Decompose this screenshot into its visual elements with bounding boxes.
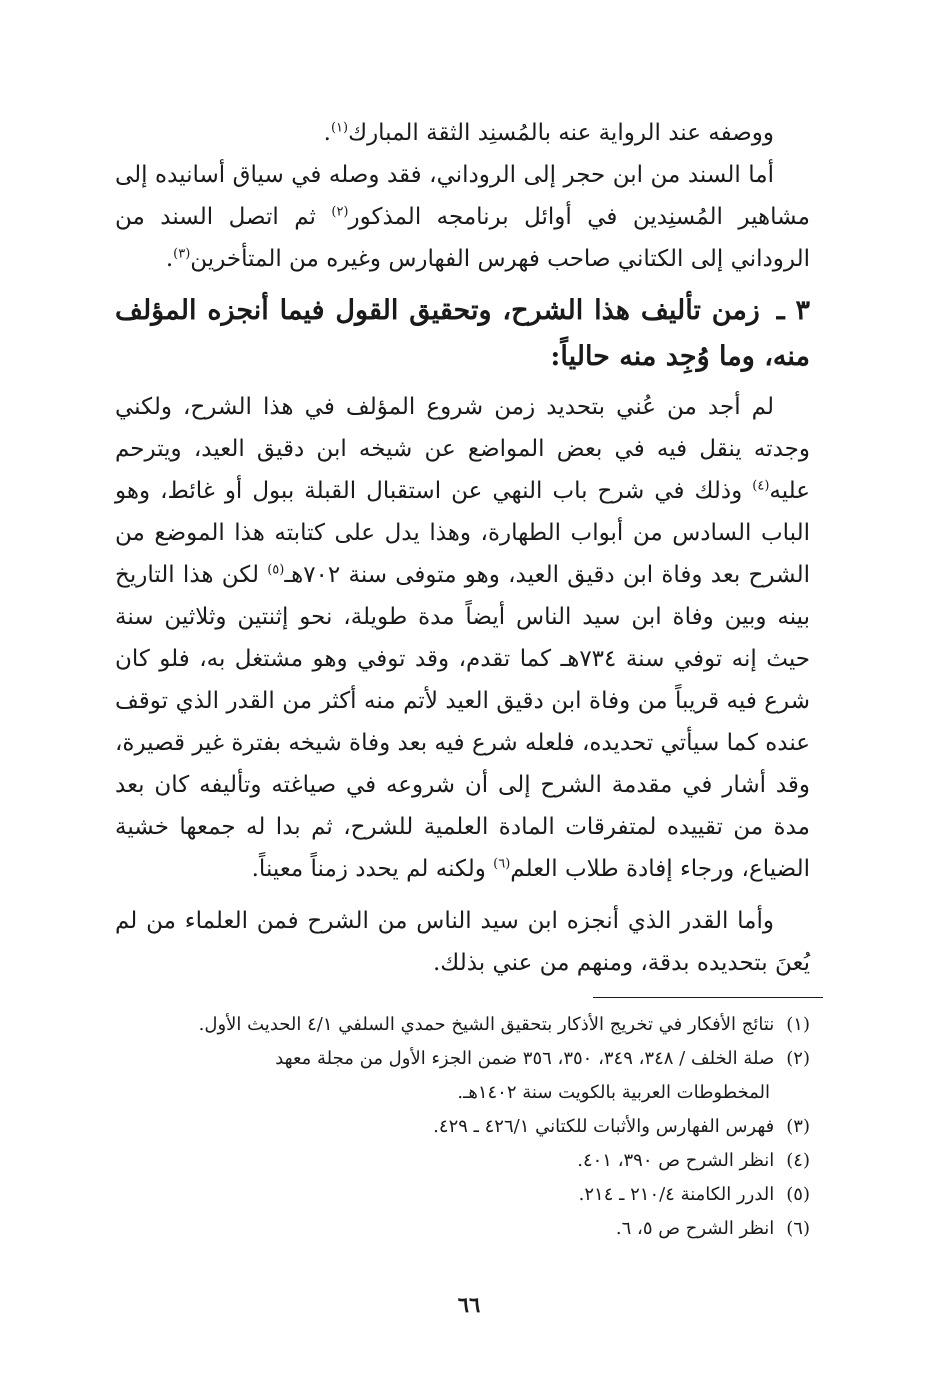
footnotes [115, 1008, 810, 1246]
paragraph-3: وأما القدر الذي أنجزه ابن سيد الناس من الشرح فمن العلماء من لم يُعنَ بتحديده بدقة، ومنهم من عني بذلك. [115, 908, 810, 976]
footnote-text: فهرس الفهارس والأثبات للكتاني ٤٢٦/١ ـ ٤٢٩. [433, 1116, 775, 1137]
section-heading [115, 288, 810, 380]
footnote-text: انظر الشرح ص ٣٩٠، ٤٠١. [577, 1150, 775, 1171]
p1-end: . [165, 246, 174, 272]
footnote-number: (٢) [786, 1048, 810, 1069]
footnote-text: صلة الخلف / ٣٤٨، ٣٤٩، ٣٥٠، ٣٥٦ ضمن الجزء الأول من مجلة معهد [275, 1048, 775, 1069]
footnote-text-continued: المخطوطات العربية بالكويت سنة ١٤٠٢هـ. [457, 1082, 770, 1103]
footnote-number: (٥) [786, 1184, 810, 1205]
footnote-4 [115, 1144, 810, 1178]
main-text [115, 112, 810, 984]
footnote-number: (٤) [786, 1150, 810, 1171]
p2-text-3: لكن هذا التاريخ بينه وبين وفاة ابن سيد الناس أيضاً مدة طويلة، نحو إثنتين وثلاثين سنة حيث إنه توفي سنة ٧٣٤هـ كما تقدم، وقد توفي وهو مشتغل به، فلو كان شرع فيه قريباً من وفاة ابن دقيق العيد لأتم منه أكثر من القدر الذي توقف عنده كما سيأتي تحديده، فلعله شرع فيه بعد وفاة شيخه بفترة غير قصيرة، وقد أشار في مقدمة الشرح إلى أن شروعه في صياغته وتأليفه كان بعد مدة من تقييده لمتفرقات المادة العلمية للشرح، ثم بدا له جمعها خشية الضياع، ورجاء إفادة طلاب العلم [115, 562, 810, 882]
section-title: زمن تأليف هذا الشرح، وتحقيق القول فيما أنجزه المؤلف منه، وما وُجِد منه حالياً: [115, 295, 810, 372]
page-number: ٦٦ [457, 1292, 481, 1317]
p2-text-4: ولكنه لم يحدد زمناً معيناً. [251, 856, 494, 882]
footnote-text: انظر الشرح ص ٥، ٦. [615, 1218, 775, 1239]
p2-text-2: وذلك في شرح باب النهي عن استقبال القبلة ببول أو غائط، وهو الباب السادس من أبواب الطهارة، وهذا يدل على كتابته هذا الموضع من الشرح بعد وفاة ابن دقيق العيد، وهو متوفى سنة ٧٠٢هـ [115, 478, 810, 588]
footnote-3 [115, 1110, 810, 1144]
footnote-5 [115, 1178, 810, 1212]
section-number: ٣ ـ [776, 295, 811, 326]
paragraph-2 [115, 386, 810, 890]
footnote-number: (٦) [786, 1218, 810, 1239]
footnote-text: نتائج الأفكار في تخريج الأذكار بتحقيق الشيخ حمدي السلفي ٤/١ الحديث الأول. [198, 1014, 775, 1035]
footnote-ref-5: (٥) [267, 562, 285, 578]
footnote-ref-4: (٤) [752, 478, 770, 494]
intro-text: ووصفه عند الرواية عنه بالمُسنِد الثقة المبارك [348, 120, 774, 146]
footnote-number: (٣) [786, 1116, 810, 1137]
footnote-number: (١) [786, 1014, 810, 1035]
footnote-ref-6: (٦) [493, 856, 511, 872]
footnote-ref-3: (٣) [173, 246, 191, 262]
p2-text-1: لم أجد من عُني بتحديد زمن شروع المؤلف في هذا الشرح، ولكني وجدته ينقل فيه في بعض المواضع عن شيخه ابن دقيق العيد، ويترحم عليه [115, 394, 810, 504]
footnote-1 [115, 1008, 810, 1042]
footnote-separator [593, 997, 823, 998]
footnote-ref-2: (٢) [331, 204, 349, 220]
intro-end: . [323, 120, 331, 146]
p1-text-2: ثم اتصل السند من الروداني إلى الكتاني صاحب فهرس الفهارس وغيره من المتأخرين [115, 204, 810, 272]
p1-text-1: أما السند من ابن حجر إلى الروداني، فقد وصله في سياق أسانيده إلى مشاهير المُسنِدين في أوائل برنامجه المذكور [115, 162, 810, 230]
footnote-ref-1: (١) [330, 120, 349, 136]
intro-line [115, 112, 810, 154]
footnote-text: الدرر الكامنة ٢١٠/٤ ـ ٢١٤. [578, 1184, 775, 1205]
footnote-2 [115, 1042, 810, 1110]
paragraph-1 [115, 154, 810, 280]
footnote-6 [115, 1212, 810, 1246]
